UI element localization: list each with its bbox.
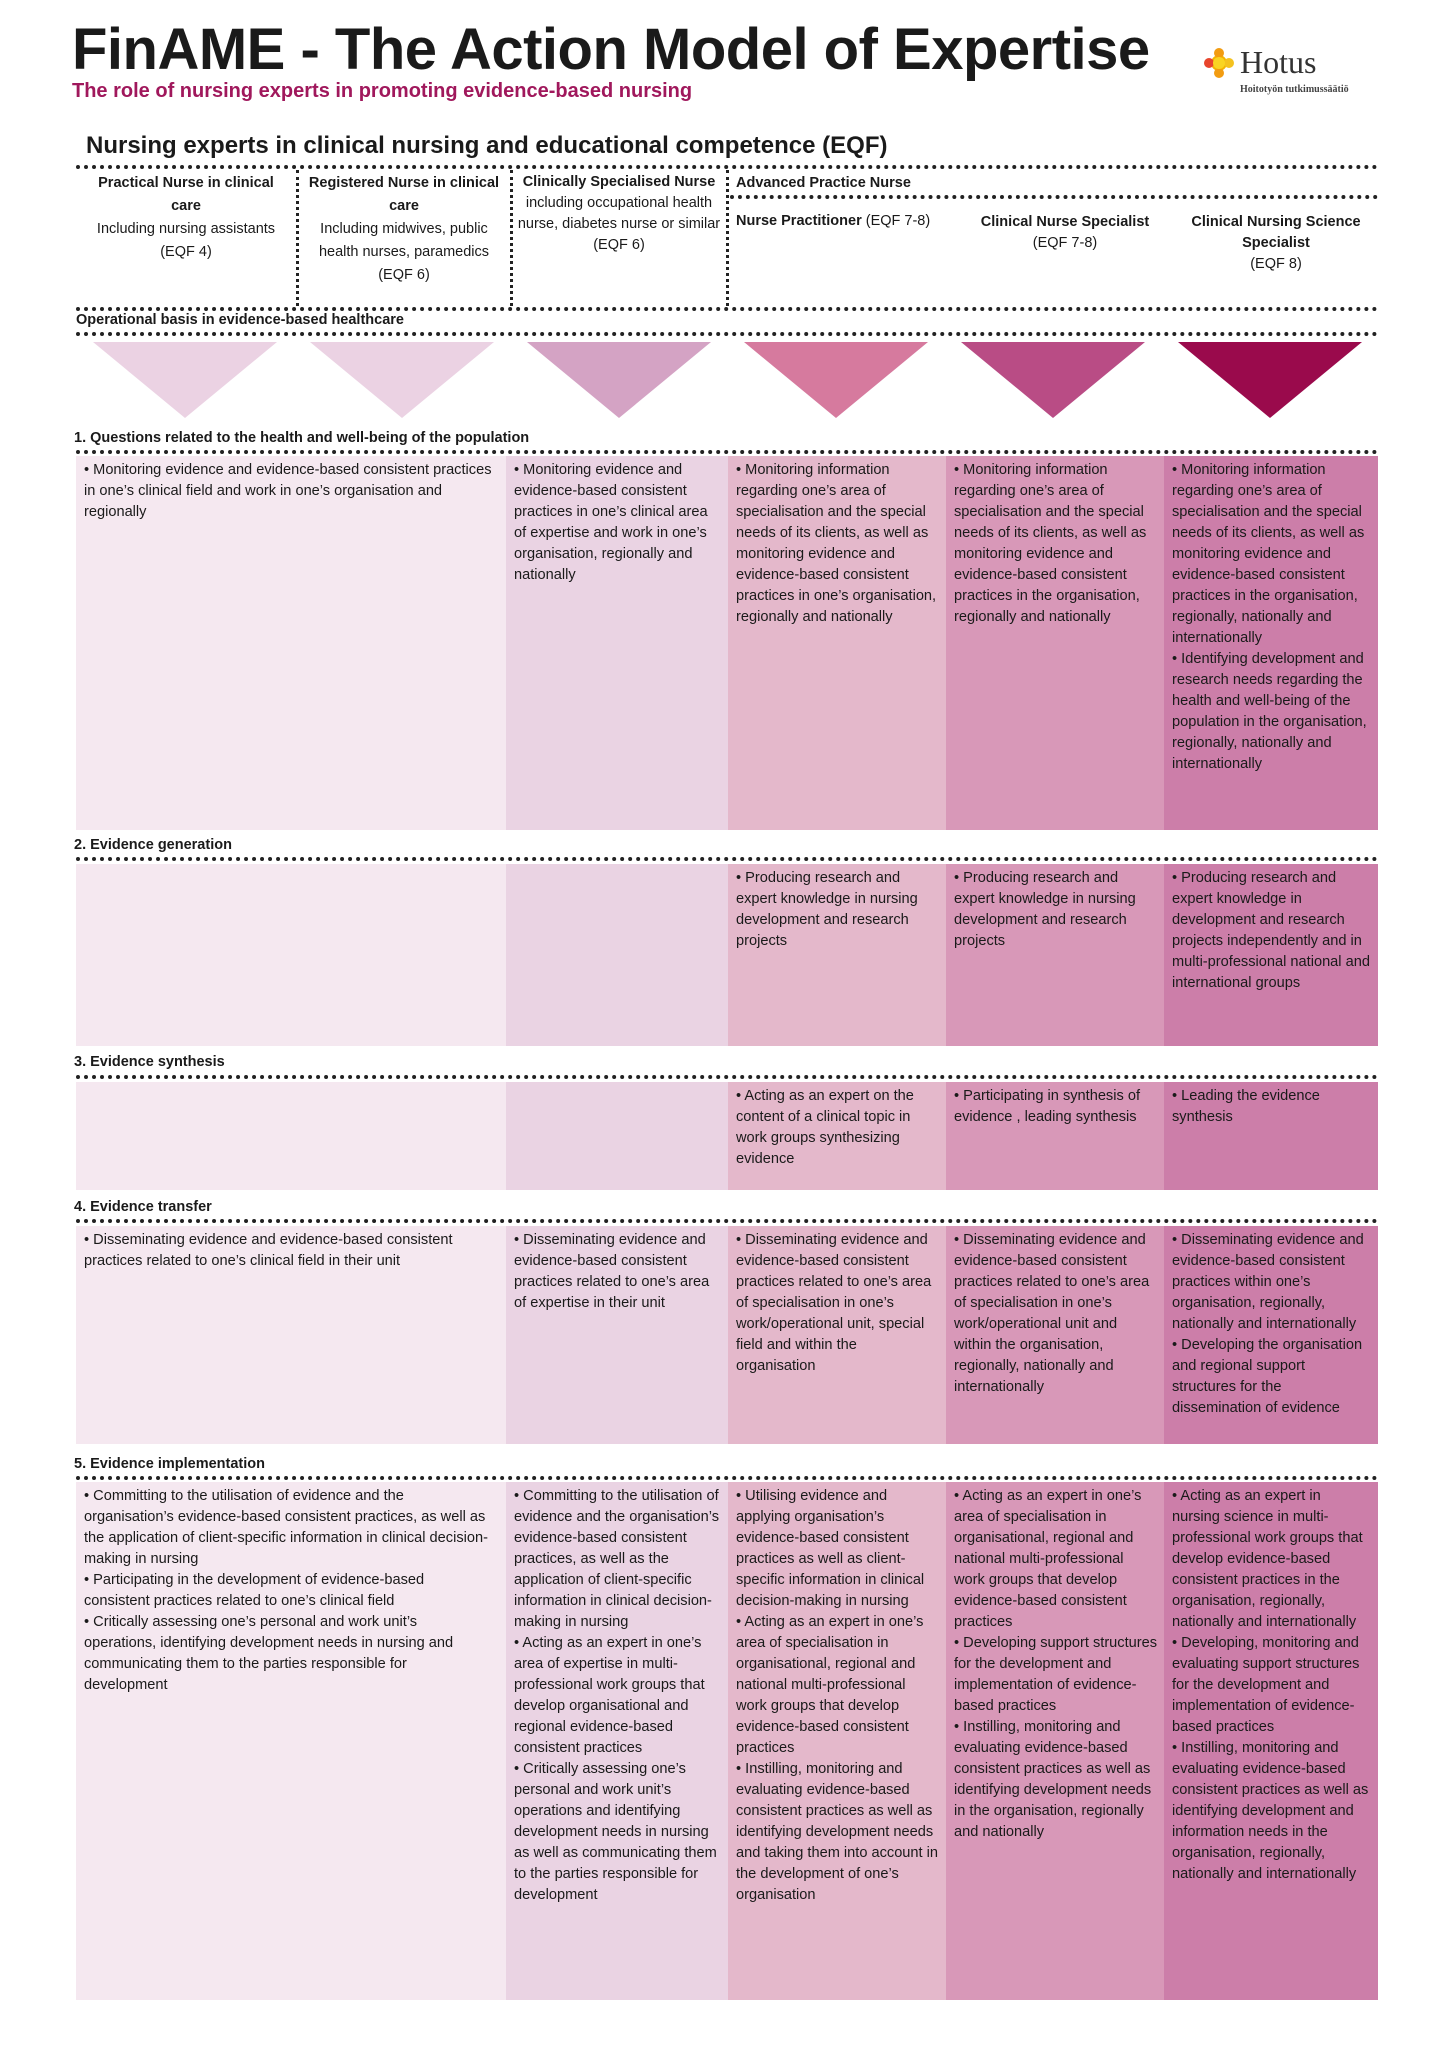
cell-specialised [506,456,728,830]
bullet: • Producing research and expert knowledge in nursing development and research projects [954,870,1136,949]
bullet: • Developing, monitoring and evaluating support structures for the development and implementation of evidence-based practices [1172,1635,1360,1735]
bullet: • Participating in synthesis of evidence , leading synthesis [954,1088,1140,1125]
cell-practitioner [728,1226,946,1444]
column-divider [726,170,729,306]
cell-science-specialist [1164,1082,1378,1190]
cell-science-specialist [1164,864,1378,1046]
bullet: • Instilling, monitoring and evaluating evidence-based consistent practices as well as identifying development needs in the organisation, regionally and nationally [954,1719,1152,1840]
cell-specialised [506,864,728,1046]
bullet: • Developing the organisation and regional support structures for the dissemination of evidence [1172,1337,1363,1416]
cell-practical-registered [76,1482,506,2000]
column-divider [510,170,513,306]
triangle-specialised-nurse [527,342,711,418]
column-header-specialised-nurse [514,172,724,256]
bullet: • Committing to the utilisation of evidence and the organisation’s evidence-based consistent practices, as well as the application of client-specific information in clinical decision-making in nursing [84,1488,488,1567]
bullet: • Disseminating evidence and evidence-based consistent practices related to one’s area of specialisation in one’s work/operational unit and within the organisation, regionally, nationally and internationally [954,1232,1150,1395]
section-divider [76,450,1378,454]
cell-clinical-nurse-specialist [946,456,1164,830]
bullet: • Leading the evidence synthesis [1172,1088,1320,1125]
cell-clinical-nurse-specialist [946,1082,1164,1190]
column-description: Including midwives, public health nurses, paramedics [318,221,490,260]
triangle-registered-nurse [310,342,494,418]
column-title: Clinical Nursing Science Specialist [1191,214,1361,251]
divider-header-bottom [76,307,1378,311]
section-divider [76,857,1378,861]
section-title-evidence-synthesis: 3. Evidence synthesis [74,1054,225,1070]
bullet: • Instilling, monitoring and evaluating evidence-based consistent practices as well as identifying development needs and taking them into account in the development of one’s organisation [736,1761,939,1903]
bullet: • Monitoring evidence and evidence-based consistent practices in one’s clinical area of expertise and work in one’s organisation, regionally and nationally [514,462,708,583]
cell-science-specialist [1164,456,1378,830]
cell-practitioner [728,1482,946,2000]
column-title: Nurse Practitioner [736,213,862,229]
column-title: Registered Nurse in clinical care [308,175,500,214]
column-title: Clinical Nurse Specialist [980,214,1150,230]
cell-practical-registered [76,1226,506,1444]
column-header-nurse-practitioner [736,213,930,229]
bullet: • Identifying development and research needs regarding the health and well-being of the population in the organisation, regionally, nationally and internationally [1172,651,1367,772]
divider-advanced-practice [730,195,1378,199]
column-eqf: (EQF 6) [593,237,645,253]
column-header-clinical-nursing-science-specialist [1176,212,1376,275]
divider-top [76,165,1378,169]
section-title-evidence-implementation: 5. Evidence implementation [74,1456,265,1472]
triangle-clinical-nurse-specialist [961,342,1145,418]
sun-icon [1204,48,1234,78]
bullet: • Disseminating evidence and evidence-based consistent practices related to one’s area of specialisation in one’s work/operational unit, special field and within the organisation [736,1232,932,1374]
triangle-practical-nurse [93,342,277,418]
column-description: including occupational health nurse, diabetes nurse or similar [517,195,721,232]
column-description: Including nursing assistants [96,221,276,237]
bullet: • Monitoring evidence and evidence-based consistent practices in one’s clinical field and work in one’s organisation and regionally [84,462,492,520]
bullet: • Utilising evidence and applying organisation’s evidence-based consistent practices as well as client-specific information in clinical decision-making in nursing [736,1488,925,1609]
bullet: • Acting as an expert in one’s area of specialisation in organisational, regional and national multi-professional work groups that develop evidence-based consistent practices [736,1614,924,1756]
cell-specialised [506,1226,728,1444]
divider-operational-basis [76,332,1378,336]
column-eqf: (EQF 8) [1250,256,1302,272]
bullet: • Instilling, monitoring and evaluating evidence-based consistent practices as well as identifying development and information needs in the organisation, regionally, nationally and internationally [1172,1740,1369,1882]
section-divider [76,1075,1378,1079]
triangle-nurse-practitioner [744,342,928,418]
cell-practical-registered [76,864,506,1046]
bullet: • Acting as an expert on the content of a clinical topic in work groups synthesizing evidence [736,1088,914,1167]
cell-practical-registered [76,456,506,830]
logo-tagline: Hoitotyön tutkimussäätiö [1240,84,1349,95]
column-eqf: (EQF 4) [160,244,212,260]
column-header-registered-nurse [304,172,504,287]
section-title-questions: 1. Questions related to the health and well-being of the population [74,430,530,446]
cell-practitioner [728,864,946,1046]
section-divider [76,1219,1378,1223]
section-title-evidence-generation: 2. Evidence generation [74,837,232,853]
bullet: • Producing research and expert knowledge in development and research projects independently and in multi-professional national and international groups [1172,870,1370,991]
cell-specialised [506,1482,728,2000]
hotus-logo [1204,44,1384,104]
cell-clinical-nurse-specialist [946,864,1164,1046]
column-header-practical-nurse [82,172,290,264]
triangle-clinical-nursing-science-specialist [1178,342,1362,418]
column-header-clinical-nurse-specialist [960,212,1170,254]
bullet: • Monitoring information regarding one’s area of specialisation and the special needs of its clients, as well as monitoring evidence and evidence-based consistent practices in one’s organisation, regionally and nationally [736,462,937,625]
cell-science-specialist [1164,1226,1378,1444]
column-eqf: (EQF 7-8) [1032,235,1098,251]
bullet: • Disseminating evidence and evidence-based consistent practices related to one’s clinical field in their unit [84,1232,453,1269]
bullet: • Disseminating evidence and evidence-based consistent practices within one’s organisation, regionally, nationally and internationally [1172,1232,1364,1332]
logo-name: Hotus [1240,44,1317,80]
operational-basis-label: Operational basis in evidence-based healthcare [76,312,404,328]
column-eqf: (EQF 7-8) [865,213,931,229]
cell-practitioner [728,1082,946,1190]
bullet: • Disseminating evidence and evidence-based consistent practices related to one’s area of expertise in their unit [514,1232,710,1311]
bullet: • Critically assessing one’s personal and work unit’s operations and identifying development needs in nursing as well as communicating them to the parties responsible for development [514,1761,717,1903]
bullet: • Critically assessing one’s personal and work unit’s operations, identifying development needs in nursing and communicating them to the parties responsible for development [84,1614,454,1693]
cell-practical-registered [76,1082,506,1190]
bullet: • Monitoring information regarding one’s area of specialisation and the special needs of its clients, as well as monitoring evidence and evidence-based consistent practices in the organisation, regionally and nationally [954,462,1147,625]
column-title: Practical Nurse in clinical care [98,175,274,214]
bullet: • Participating in the development of evidence-based consistent practices related to one’s clinical field [84,1572,425,1609]
bullet: • Committing to the utilisation of evidence and the organisation’s evidence-based consistent practices, as well as the application of client-specific information in clinical decision-making in nursing [514,1488,720,1630]
column-divider [296,170,299,306]
section-title-evidence-transfer: 4. Evidence transfer [74,1199,212,1215]
page-title: FinAME - The Action Model of Expertise [72,17,1150,82]
bullet: • Monitoring information regarding one’s area of specialisation and the special needs of its clients, as well as monitoring evidence and evidence-based consistent practices in the organisation, regionally, nationally and internationally [1172,462,1365,646]
column-eqf: (EQF 6) [378,267,430,283]
cell-practitioner [728,456,946,830]
cell-clinical-nurse-specialist [946,1226,1164,1444]
cell-science-specialist [1164,1482,1378,2000]
section-divider [76,1476,1378,1480]
page-subtitle: The role of nursing experts in promoting evidence-based nursing [72,80,693,102]
section-heading: Nursing experts in clinical nursing and educational competence (EQF) [86,132,888,159]
bullet: • Acting as an expert in one’s area of expertise in multi-professional work groups that develop organisational and regional evidence-based consistent practices [514,1635,705,1756]
advanced-practice-nurse-label: Advanced Practice Nurse [736,175,911,191]
cell-clinical-nurse-specialist [946,1482,1164,2000]
cell-specialised [506,1082,728,1190]
column-title: Clinically Specialised Nurse [522,174,716,190]
bullet: • Producing research and expert knowledge in nursing development and research projects [736,870,918,949]
bullet: • Acting as an expert in nursing science in multi-professional work groups that develop evidence-based consistent practices in the organisation, regionally, nationally and internationally [1172,1488,1363,1630]
bullet: • Developing support structures for the development and implementation of evidence-based practices [954,1635,1158,1714]
bullet: • Acting as an expert in one’s area of specialisation in organisational, regional and national multi-professional work groups that develop evidence-based consistent practices [954,1488,1142,1630]
